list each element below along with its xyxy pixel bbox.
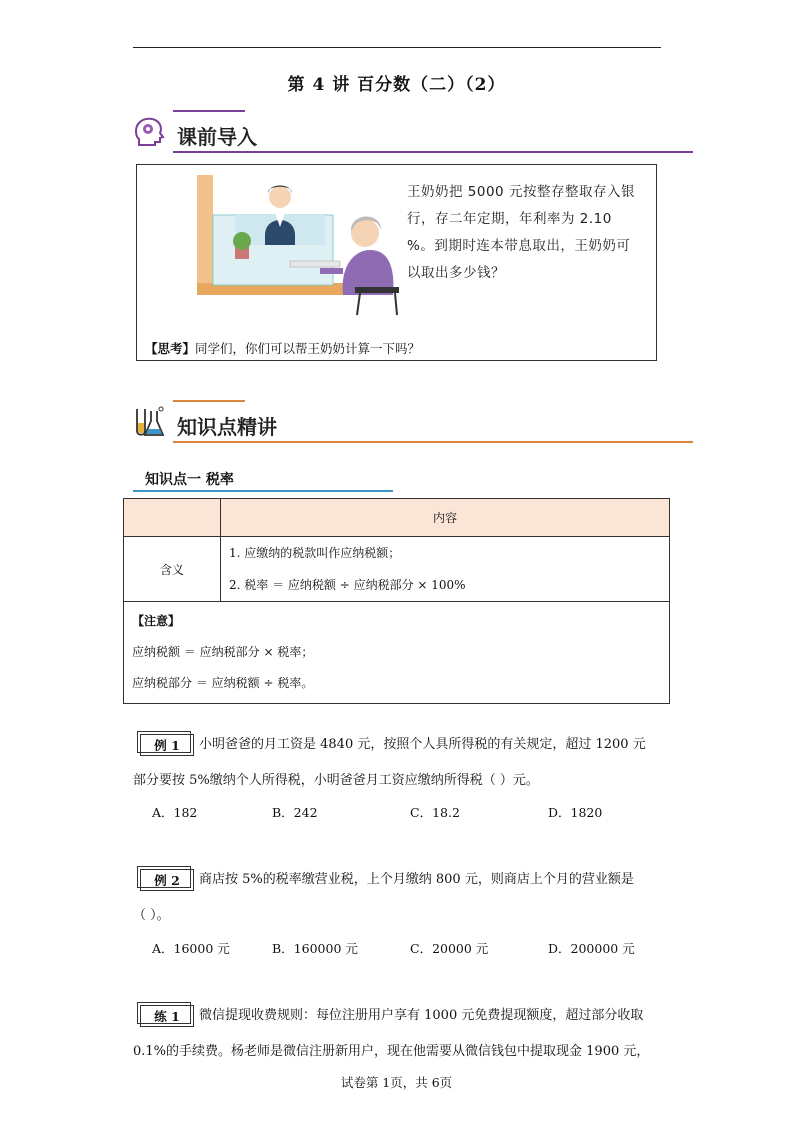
note-line-2: 应纳税部分 ＝ 应纳税额 ÷ 税率。 — [132, 676, 314, 690]
example-2-option-c: C．20000 元 — [410, 941, 489, 956]
intro-box — [136, 164, 657, 361]
table-row — [124, 602, 670, 704]
meaning-line-1: 1. 应缴纳的税款叫作应纳税额； — [229, 546, 401, 560]
practice-1-line-2: 0.1%的手续费。杨老师是微信注册新用户，现在他需要从微信钱包中提取现金 1900 元， — [133, 1044, 650, 1059]
meaning-line-2: 2. 税率 ＝ 应纳税额 ÷ 应纳税部分 × 100% — [229, 578, 466, 592]
table-header-content: 内容 — [221, 499, 670, 537]
note-line-1: 应纳税额 ＝ 应纳税部分 × 税率； — [132, 645, 314, 659]
page-title: 第 4 讲 百分数（二）（2） — [287, 75, 506, 95]
brain-head-icon — [133, 115, 167, 149]
example-1-option-b: B．242 — [272, 805, 318, 820]
table-header-row — [124, 499, 670, 537]
example-1-line-1: 小明爸爸的月工资是 4840 元，按照个人具所得税的有关规定，超过 1200 元 — [199, 737, 646, 752]
intro-story-text: 王奶奶把 5000 元按整存整取存入银行，存二年定期，年利率为 2.10 %。到期时连本带息取出，王奶奶可以取出多少钱？ — [407, 184, 635, 281]
section-intro-underline — [173, 151, 693, 153]
header-rule — [133, 47, 661, 48]
example-2-line-2: （ ）。 — [133, 908, 170, 923]
section-knowledge-title: 知识点精讲 — [177, 415, 277, 439]
practice-1-label: 练 1 — [140, 1005, 194, 1027]
section-intro-header — [133, 115, 693, 155]
example-1-option-c: C．18.2 — [410, 805, 460, 820]
meaning-content — [221, 537, 670, 602]
section-intro-title: 课前导入 — [177, 125, 257, 149]
think-text: 同学们，你们可以帮王奶奶计算一下吗？ — [195, 341, 421, 356]
example-2-label: 例 2 — [140, 869, 194, 891]
note-cell — [124, 602, 670, 704]
example-2-option-b: B．160000 元 — [272, 941, 358, 956]
example-1-label: 例 1 — [140, 734, 194, 756]
flask-icon — [133, 405, 167, 439]
practice-1-line-1: 微信提现收费规则：每位注册用户享有 1000 元免费提现额度，超过部分收取 — [199, 1008, 644, 1023]
example-1-option-d: D．1820 — [548, 805, 603, 820]
knowledge-point-underline — [133, 490, 393, 492]
example-1-option-a: A．182 — [152, 805, 198, 820]
section-accent-short — [173, 110, 245, 112]
meaning-label: 含义 — [124, 537, 221, 602]
think-label: 【思考】 — [145, 341, 196, 356]
page-footer: 试卷第 1页，共 6页 — [340, 1075, 453, 1090]
think-prompt — [145, 339, 420, 357]
section-knowledge-underline — [173, 441, 693, 443]
bank-counter-illustration — [195, 175, 405, 320]
example-2-line-1: 商店按 5%的税率缴营业税，上个月缴纳 800 元，则商店上个月的营业额是 — [199, 872, 634, 887]
example-1-line-2: 部分要按 5%缴纳个人所得税，小明爸爸月工资应缴纳所得税（ ）元。 — [133, 773, 539, 788]
example-2-option-d: D．200000 元 — [548, 941, 635, 956]
table-row — [124, 537, 670, 602]
table-header-empty — [124, 499, 221, 537]
section-accent-short — [173, 400, 245, 402]
knowledge-point-title: 知识点一 税率 — [145, 472, 234, 488]
note-title: 【注意】 — [132, 614, 181, 628]
example-2-option-a: A．16000 元 — [152, 941, 230, 956]
knowledge-table — [123, 498, 670, 704]
section-knowledge-header — [133, 405, 693, 445]
